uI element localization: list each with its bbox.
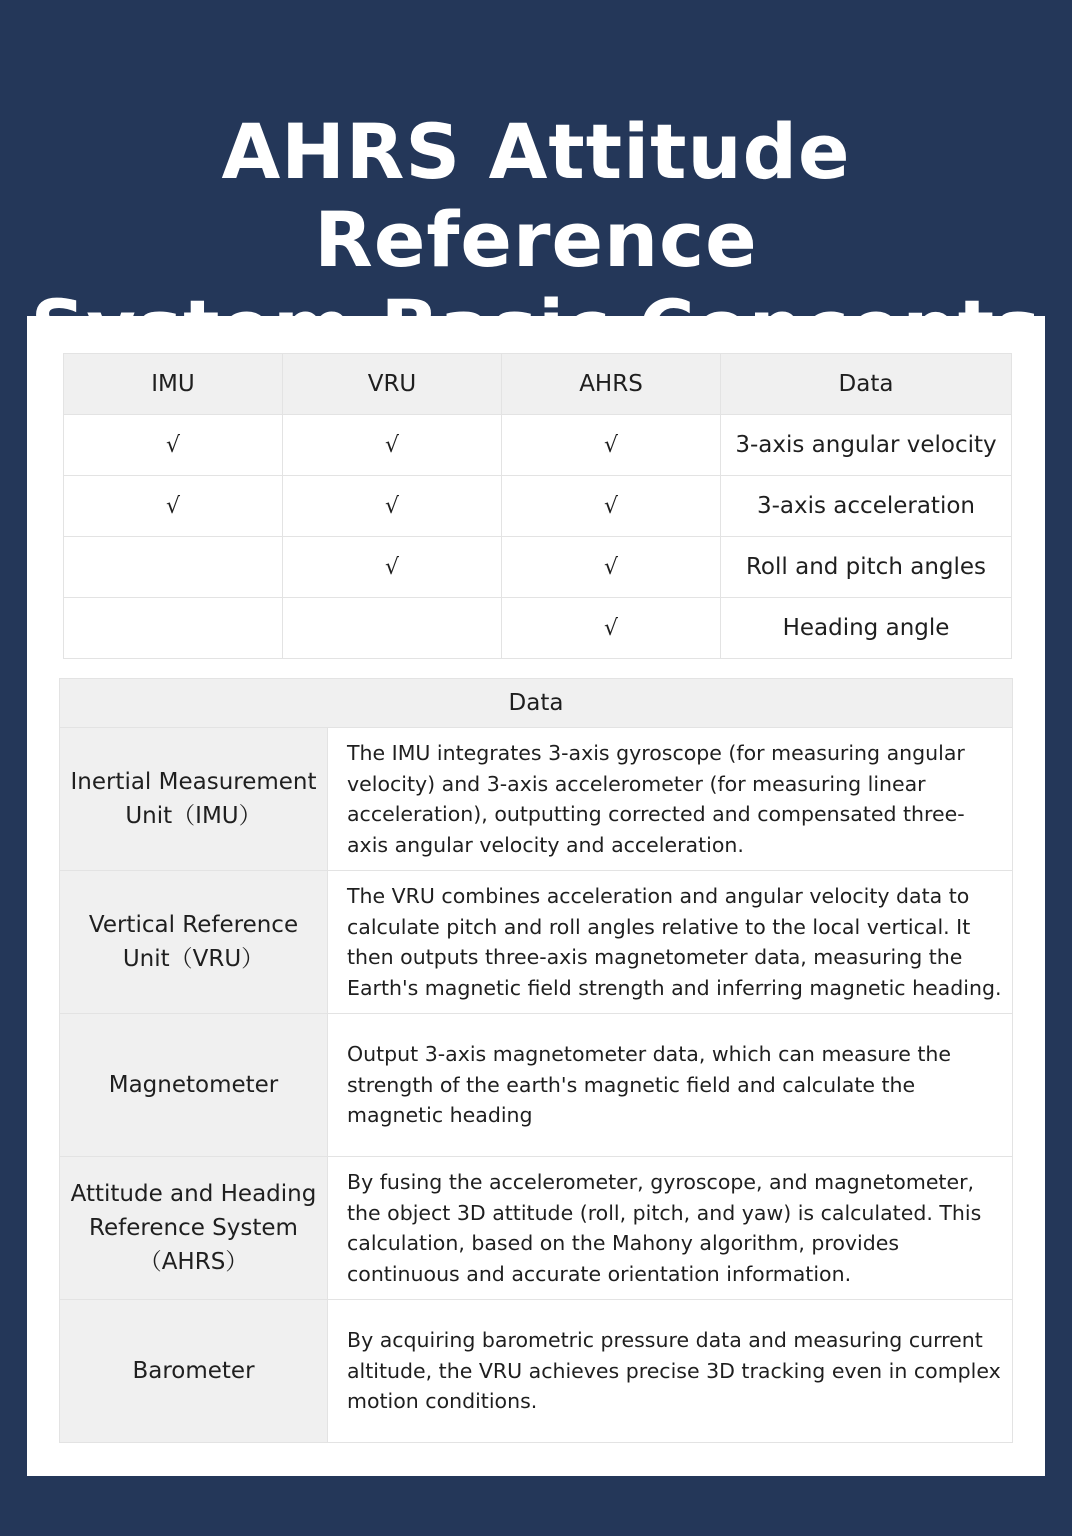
table-row (64, 476, 1012, 537)
comparison-table (63, 353, 1012, 659)
description-barometer: By acquiring barometric pressure data and measuring current altitude, the VRU achieves precise 3D tracking even in complex motion conditions. (328, 1300, 1013, 1443)
description-table (59, 678, 1013, 1443)
table-row (60, 728, 1013, 871)
term-ahrs: Attitude and Heading Reference System（AHRS） (60, 1157, 328, 1300)
header-ahrs: AHRS (502, 354, 721, 415)
ahrs-check: √ (502, 476, 721, 537)
ahrs-check: √ (502, 537, 721, 598)
table-row (64, 598, 1012, 659)
imu-check: √ (64, 476, 283, 537)
table-row (60, 1300, 1013, 1443)
comparison-header-row (64, 354, 1012, 415)
table-row (64, 537, 1012, 598)
term-imu: Inertial Measurement Unit（IMU） (60, 728, 328, 871)
table-row (60, 1157, 1013, 1300)
data-cell: Heading angle (721, 598, 1012, 659)
title-line-1: AHRS Attitude Reference (221, 107, 851, 284)
imu-check (64, 537, 283, 598)
vru-check: √ (283, 476, 502, 537)
data-cell: Roll and pitch angles (721, 537, 1012, 598)
content-card (27, 316, 1045, 1476)
term-vru: Vertical Reference Unit（VRU） (60, 871, 328, 1014)
description-header-row (60, 679, 1013, 728)
data-cell: 3-axis angular velocity (721, 415, 1012, 476)
ahrs-check: √ (502, 598, 721, 659)
description-imu: The IMU integrates 3-axis gyroscope (for measuring angular velocity) and 3-axis accelerometer (for measuring linear acceleration), outputting corrected and compensated three-axis angular velocity and acceleration. (328, 728, 1013, 871)
term-magnetometer: Magnetometer (60, 1014, 328, 1157)
vru-check: √ (283, 537, 502, 598)
data-cell: 3-axis acceleration (721, 476, 1012, 537)
table-row (60, 1014, 1013, 1157)
term-barometer: Barometer (60, 1300, 328, 1443)
ahrs-check: √ (502, 415, 721, 476)
table-row (64, 415, 1012, 476)
imu-check: √ (64, 415, 283, 476)
header-vru: VRU (283, 354, 502, 415)
description-ahrs: By fusing the accelerometer, gyroscope, and magnetometer, the object 3D attitude (roll, pitch, and yaw) is calculated. This calculation, based on the Mahony algorithm, provides continuous and accurate orientation information. (328, 1157, 1013, 1300)
description-magnetometer: Output 3-axis magnetometer data, which can measure the strength of the earth's magnetic field and calculate the magnetic heading (328, 1014, 1013, 1157)
imu-check (64, 598, 283, 659)
description-vru: The VRU combines acceleration and angular velocity data to calculate pitch and roll angles relative to the local vertical. It then outputs three-axis magnetometer data, measuring the Earth's magnetic field strength and inferring magnetic heading. (328, 871, 1013, 1014)
vru-check (283, 598, 502, 659)
vru-check: √ (283, 415, 502, 476)
header-imu: IMU (64, 354, 283, 415)
table-row (60, 871, 1013, 1014)
description-header: Data (60, 679, 1013, 728)
header-data: Data (721, 354, 1012, 415)
